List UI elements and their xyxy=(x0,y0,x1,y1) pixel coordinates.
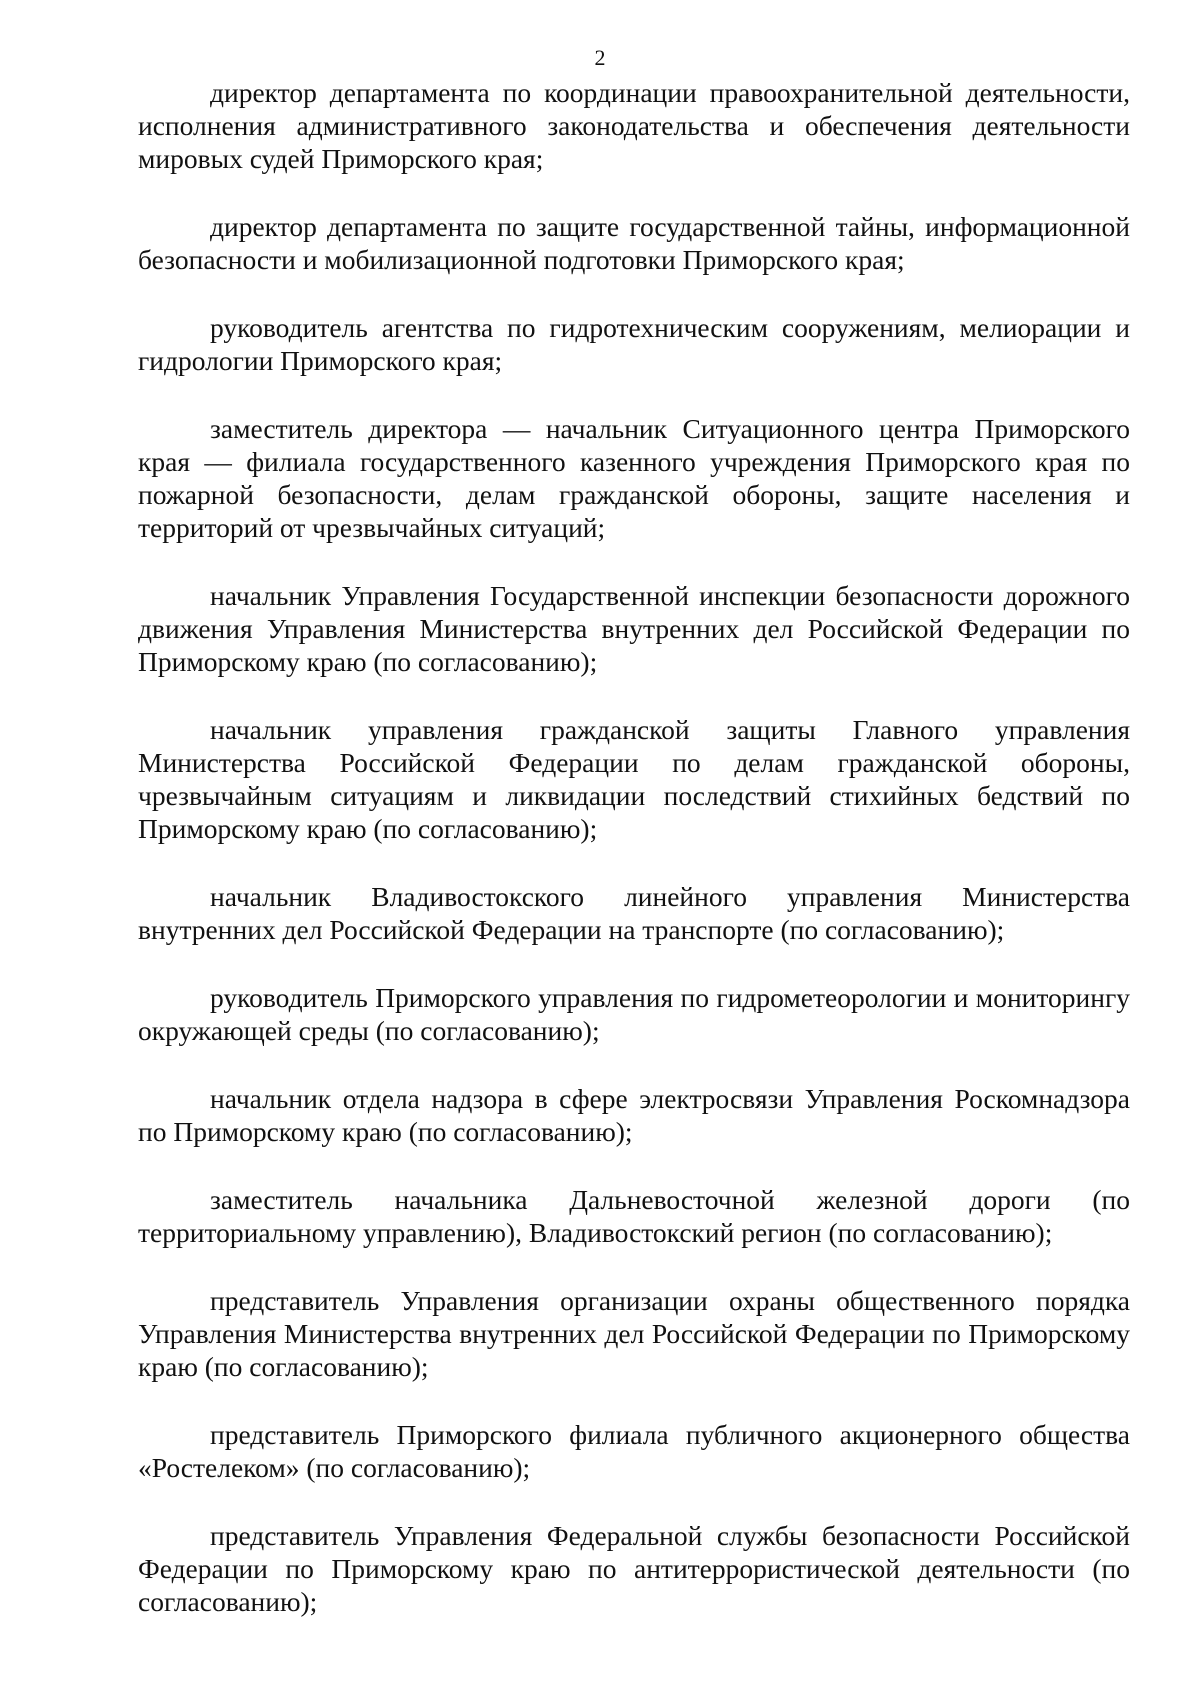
list-item: начальник управления гражданской защиты Главного управления Министерства Российской Федерации по делам гражданской обороны, чрезвычайным ситуациям и ликвидации последствий стихийных бедствий по Приморскому краю (по согласованию); xyxy=(138,714,1130,844)
list-item: представитель Приморского филиала публичного акционерного общества «Ростелеком» (по согласованию); xyxy=(138,1419,1130,1483)
list-item: руководитель агентства по гидротехническим сооружениям, мелиорации и гидрологии Приморского края; xyxy=(138,312,1130,376)
list-item: представитель Управления организации охраны общественного порядка Управления Министерства внутренних дел Российской Федерации по Приморскому краю (по согласованию); xyxy=(138,1285,1130,1382)
list-item: руководитель Приморского управления по гидрометеорологии и мониторингу окружающей среды (по согласованию); xyxy=(138,982,1130,1046)
list-item: начальник отдела надзора в сфере электросвязи Управления Роскомнадзора по Приморскому краю (по согласованию); xyxy=(138,1083,1130,1147)
list-item: директор департамента по координации правоохранительной деятельности, исполнения административного законодательства и обеспечения деятельности мировых судей Приморского края; xyxy=(138,77,1130,174)
list-item: начальник Управления Государственной инспекции безопасности дорожного движения Управления Министерства внутренних дел Российской Федерации по Приморскому краю (по согласованию); xyxy=(138,580,1130,677)
list-item: представитель Управления Федеральной службы безопасности Российской Федерации по Приморскому краю по антитеррористической деятельности (по согласованию); xyxy=(138,1520,1130,1617)
list-item: заместитель директора — начальник Ситуационного центра Приморского края — филиала государственного казенного учреждения Приморского края по пожарной безопасности, делам гражданской обороны, защите населения и территорий от чрезвычайных ситуаций; xyxy=(138,413,1130,543)
list-item: начальник Владивостокского линейного управления Министерства внутренних дел Российской Федерации на транспорте (по согласованию); xyxy=(138,881,1130,945)
list-item: директор департамента по защите государственной тайны, информационной безопасности и мобилизационной подготовки Приморского края; xyxy=(138,211,1130,275)
page-number: 2 xyxy=(594,45,606,70)
list-item: заместитель начальника Дальневосточной железной дороги (по территориальному управлению), Владивостокский регион (по согласованию); xyxy=(138,1184,1130,1248)
member-list xyxy=(138,76,1130,1653)
